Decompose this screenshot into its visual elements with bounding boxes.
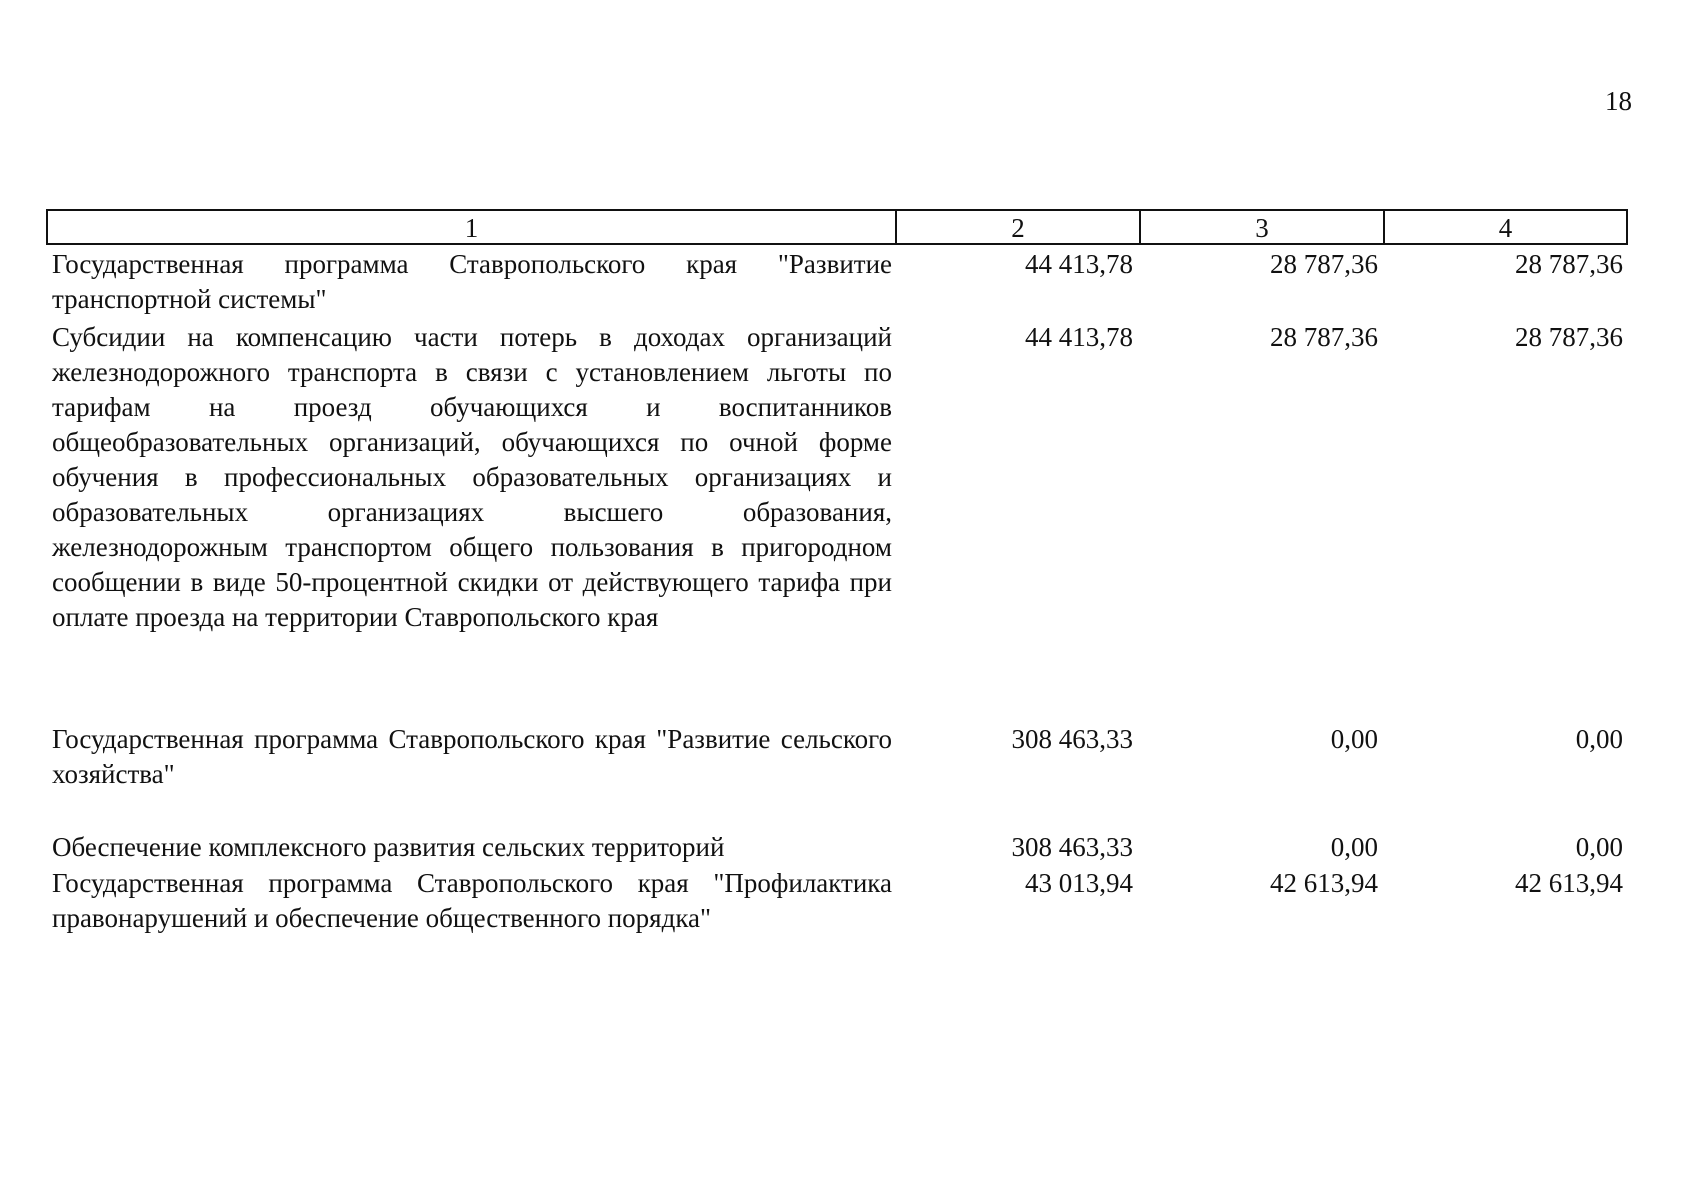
row-description: Государственная программа Ставропольского края "Профилактика правонарушений и обеспечение общественного порядка" [52, 868, 892, 933]
row-description: Государственная программа Ставропольского края "Развитие транспортной системы" [52, 249, 892, 314]
row-value-col-3: 42 613,94 [1270, 868, 1378, 898]
row-value-col-2: 44 413,78 [1025, 249, 1133, 279]
table-row [52, 320, 1628, 635]
row-value-col-3: 28 787,36 [1270, 322, 1378, 352]
row-value-col-4: 28 787,36 [1515, 322, 1623, 352]
table-row [52, 830, 1628, 865]
row-description: Субсидии на компенсацию части потерь в доходах организаций железнодорожного транспорта в связи с установлением льготы по тарифам на проезд обучающихся и воспитанников общеобразовательных организаций, обучающихся по очной форме обучения в профессиональных образовательных организациях и образовательных организациях высшего образования, железнодорожным транспортом общего пользования в пригородном сообщении в виде 50-процентной скидки от действующего тарифа при оплате проезда на территории Ставропольского края [52, 322, 892, 632]
row-value-col-2: 43 013,94 [1025, 868, 1133, 898]
table-row [52, 866, 1628, 936]
header-col-2: 2 [897, 211, 1141, 243]
header-col-1: 1 [48, 211, 897, 243]
row-value-col-4: 0,00 [1575, 724, 1623, 754]
table-header [46, 209, 1628, 245]
header-col-4: 4 [1498, 213, 1513, 243]
row-value-col-4: 0,00 [1575, 832, 1623, 862]
row-value-col-4: 42 613,94 [1515, 868, 1623, 898]
row-value-col-4: 28 787,36 [1515, 249, 1623, 279]
row-description: Государственная программа Ставропольского края "Развитие сельского хозяйства" [52, 724, 892, 789]
row-description: Обеспечение комплексного развития сельских территорий [52, 832, 725, 862]
row-value-col-2: 44 413,78 [1025, 322, 1133, 352]
row-value-col-2: 308 463,33 [1011, 724, 1133, 754]
page-number: 18 [1605, 86, 1632, 116]
row-value-col-3: 0,00 [1330, 724, 1378, 754]
row-value-col-3: 28 787,36 [1270, 249, 1378, 279]
header-col-3: 3 [1141, 211, 1385, 243]
table-row [52, 247, 1628, 317]
table-row [52, 722, 1628, 792]
row-value-col-3: 0,00 [1330, 832, 1378, 862]
row-value-col-2: 308 463,33 [1011, 832, 1133, 862]
